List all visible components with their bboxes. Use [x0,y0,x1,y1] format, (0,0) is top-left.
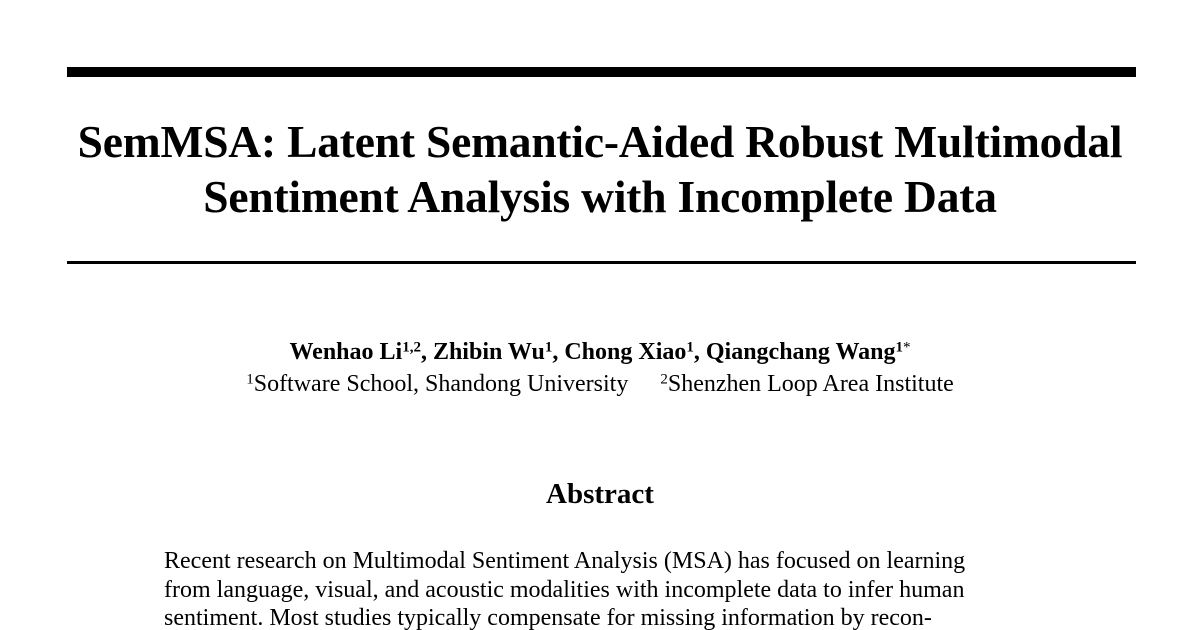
abstract-line: Recent research on Multimodal Sentiment Analysis (MSA) has focused on learning [164,548,966,574]
author-separator: , [552,339,565,365]
abstract-heading: Abstract [546,478,654,510]
author-affiliation-mark: 1,2 [402,339,421,356]
title-line: SemMSA: Latent Semantic-Aided Robust Multimodal [77,116,1123,167]
affiliation-list [100,369,1100,399]
author-name: Wenhao Li [289,339,403,365]
author-name: Chong Xiao [564,339,687,365]
author-separator: , [420,339,433,365]
abstract-line: from language, visual, and acoustic modalities with incomplete data to infer human [164,576,965,603]
abstract-line: sentiment. Most studies typically compensate for missing information by recon- [164,605,932,630]
affiliation-name: Software School, Shandong University [253,371,629,397]
author-affiliation-mark: 1 [895,339,903,356]
author-name: Zhibin Wu [432,339,545,365]
author-affiliation-mark: 1 [686,339,694,356]
affiliation-number: 1 [246,371,254,388]
title-line: Sentiment Analysis with Incomplete Data [203,171,997,222]
title-bottom-rule [67,261,1136,264]
title-top-rule [67,67,1136,77]
paper-title [40,114,1160,224]
abstract-body [164,547,1044,630]
author-list [100,337,1100,367]
affiliation-name: Shenzhen Loop Area Institute [667,371,954,397]
author-separator: , [693,339,706,365]
affiliation-number: 2 [660,371,668,388]
author-name: Qiangchang Wang [705,339,896,365]
corresponding-author-mark: * [902,339,911,356]
author-affiliation-mark: 1 [544,339,553,356]
